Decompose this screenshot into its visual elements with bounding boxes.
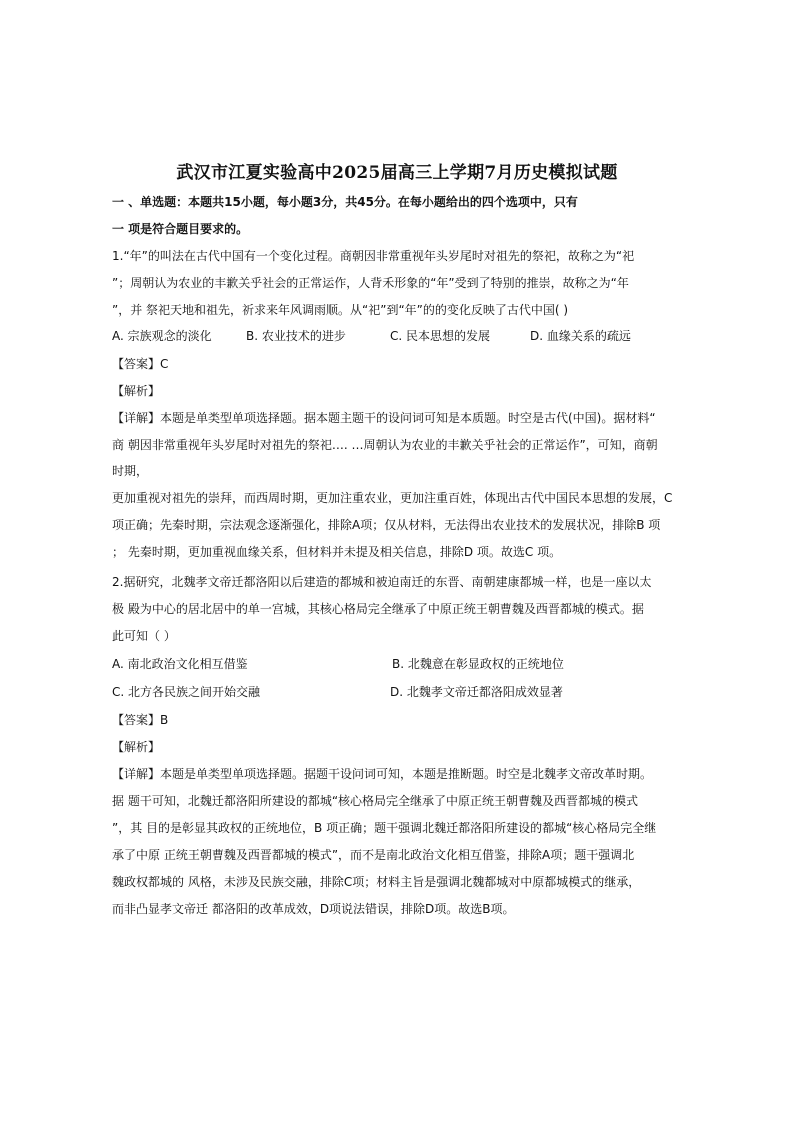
q2-option-a: A. 南北政治文化相互借鉴: [112, 657, 248, 671]
q1-option-c: C. 民本思想的发展: [390, 329, 491, 343]
q2-stem-line-1: 2.据研究，北魏孝文帝迁都洛阳以后建造的都城和被迫南迁的东晋、南朝建康都城一样，也是一座以太: [112, 575, 652, 589]
q2-option-d: D. 北魏孝文帝迁都洛阳成效显著: [390, 685, 563, 699]
q2-detail-line-5: 魏政权都城的 风格，未涉及民族交融，排除C项；材料主旨是强调北魏都城对中原都城模式的继承，: [112, 875, 641, 889]
q2-stem-line-2: 极 殿为中心的居北居中的单一宫城，其核心格局完全继承了中原正统王朝曹魏及西晋都城的模式。据: [112, 602, 644, 616]
section-heading-line-2: 一 项是符合题目要求的。: [112, 222, 249, 236]
q1-detail-line-4: 更加重视对祖先的崇拜，而西周时期，更加注重农业，更加注重百姓，体现出古代中国民本思想的发展，C: [112, 491, 673, 505]
q2-analysis-label: 【解析】: [112, 740, 161, 754]
q1-stem-line-3: ”，并 祭祀天地和祖先，祈求来年风调雨顺。从“祀”到“年”的的变化反映了古代中国( ): [112, 303, 569, 317]
page-title: 武汉市江夏实验高中2025届高三上学期7月历史模拟试题: [176, 163, 618, 183]
q1-detail-line-5: 项正确；先秦时期，宗法观念逐渐强化，排除A项；仅从材料，无法得出农业技术的发展状况，排除B 项: [112, 518, 661, 532]
section-heading-line-1: 一 、单选题：本题共15小题，每小题3分，共45分。在每小题给出的四个选项中，只有: [112, 195, 578, 209]
q1-detail-line-1: 【详解】本题是单类型单项选择题。据本题主题干的设问词可知是本质题。时空是古代(中国)。据材料“: [112, 411, 656, 425]
q2-option-b: B. 北魏意在彰显政权的正统地位: [392, 657, 564, 671]
q1-stem-line-1: 1.“年”的叫法在古代中国有一个变化过程。商朝因非常重视年头岁尾时对祖先的祭祀，故称之为“祀: [112, 249, 635, 263]
q1-option-b: B. 农业技术的进步: [246, 329, 346, 343]
q1-detail-line-6: ； 先秦时期，更加重视血缘关系，但材料并未提及相关信息，排除D 项。故选C 项。: [112, 545, 562, 559]
q2-stem-line-3: 此可知（ ）: [112, 629, 176, 643]
q2-detail-line-1: 【详解】本题是单类型单项选择题。据题干设问词可知，本题是推断题。时空是北魏孝文帝改革时期。: [112, 767, 653, 781]
q1-detail-line-3: 时期，: [112, 464, 149, 478]
q2-detail-line-6: 而非凸显孝文帝迁 都洛阳的改革成效，D项说法错误，排除D项。故选B项。: [112, 902, 515, 916]
q2-detail-line-2: 据 题干可知，北魏迁都洛阳所建设的都城“核心格局完全继承了中原正统王朝曹魏及西晋都城的模式: [112, 794, 639, 808]
q1-option-a: A. 宗族观念的淡化: [112, 329, 212, 343]
q2-answer: 【答案】B: [112, 713, 169, 727]
q1-detail-line-2: 商 朝因非常重视年头岁尾时对祖先的祭祀…. …周朝认为农业的丰歉关乎社会的正常运作”，可知，商朝: [112, 438, 658, 452]
q2-detail-line-3: ”，其 目的是彰显其政权的正统地位，B 项正确；题干强调北魏迁都洛阳所建设的都城“核心格局完全继: [112, 821, 657, 835]
q1-stem-line-2: ”；周朝认为农业的丰歉关乎社会的正常运作，人背禾形象的“年”受到了特别的推崇，故称之为“年: [112, 276, 629, 290]
q2-detail-line-4: 承了中原 正统王朝曹魏及西晋都城的模式”，而不是南北政治文化相互借鉴，排除A项；题干强调北: [112, 848, 635, 862]
q1-option-d: D. 血缘关系的疏远: [530, 329, 631, 343]
q2-option-c: C. 北方各民族之间开始交融: [112, 685, 261, 699]
q1-answer: 【答案】C: [112, 357, 169, 371]
q1-analysis-label: 【解析】: [112, 384, 161, 398]
